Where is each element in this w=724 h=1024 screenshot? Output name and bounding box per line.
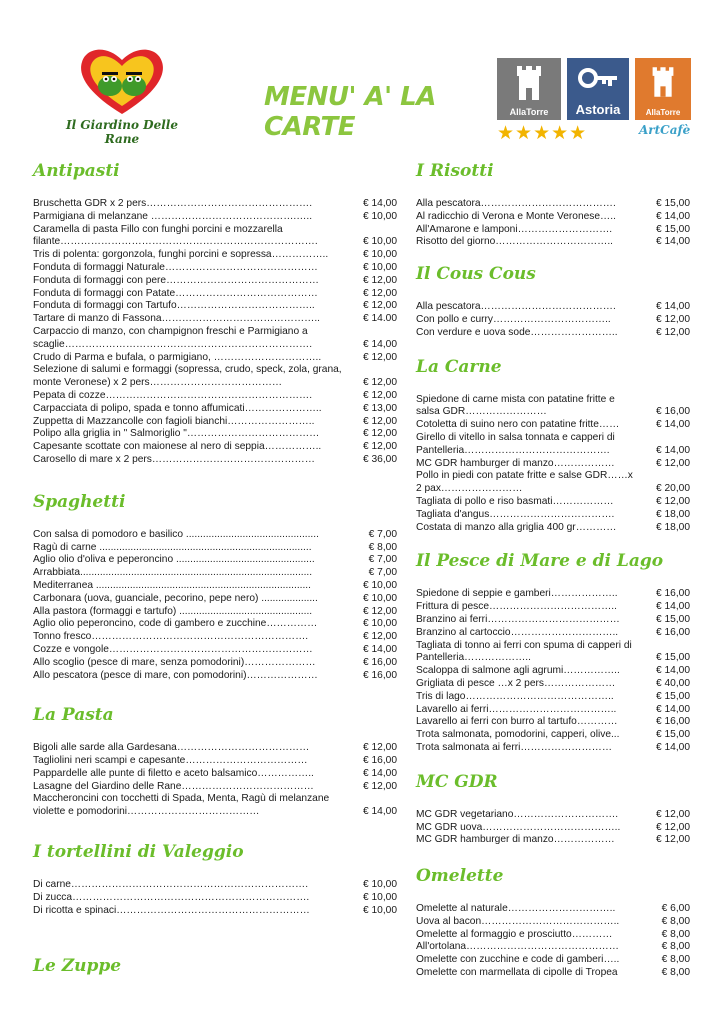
menu-item-description: Carosello di mare x 2 pers…………………………………………	[33, 453, 315, 465]
menu-item-price: € 10,00	[363, 579, 397, 591]
menu-item-price: € 8,00	[368, 541, 397, 553]
menu-item-description: Di zucca…………………………………………………………….	[33, 891, 310, 903]
menu-item-description: MC GDR uova…………………………………..	[416, 821, 621, 833]
menu-section	[33, 160, 397, 467]
menu-item-price: € 10,00	[363, 879, 397, 891]
menu-item-price: € 36,00	[363, 453, 397, 465]
menu-item-price: € 10,00	[363, 236, 397, 248]
menu-item-price: € 10,00	[363, 210, 397, 222]
menu-item-price: € 12,00	[363, 377, 397, 389]
menu-item-price: € 14,00	[363, 198, 397, 209]
menu-item-description: Bruschetta GDR x 2 pers………………………………………….	[33, 198, 313, 209]
menu-item-price: € 12,00	[363, 287, 397, 299]
menu-item-description: Spiedone di seppie e gamberi………………..	[416, 588, 618, 600]
hotel-logo-allatorre	[497, 58, 561, 120]
menu-items-list	[416, 809, 690, 847]
hotel-logo-astoria	[567, 58, 629, 120]
menu-item	[416, 691, 690, 704]
menu-section	[416, 865, 690, 980]
menu-section	[416, 550, 690, 754]
menu-column-right	[416, 160, 690, 980]
menu-item-description: Uova al bacon…………………………………..	[416, 915, 620, 927]
menu-item-price: € 8,00	[661, 954, 690, 966]
menu-item-description: Tagliata di tonno ai ferri con spuma di capperi di Pantelleria………………..	[416, 639, 632, 664]
menu-item-price: € 10,00	[363, 592, 397, 604]
menu-item	[33, 300, 397, 313]
menu-item	[416, 432, 690, 458]
logo-text: Il Giardino Delle Rane	[66, 118, 178, 146]
menu-item	[33, 670, 397, 683]
menu-item-description: Omelette al formaggio e prosciutto…………	[416, 928, 613, 940]
menu-item	[416, 211, 690, 224]
menu-item-description: Fonduta di formaggi con pere………………………………………	[33, 274, 319, 286]
menu-section	[33, 841, 397, 917]
menu-item	[416, 903, 690, 916]
menu-item-price: € 12,00	[363, 441, 397, 453]
menu-item-description: Pepata di cozze…………………………………………………….	[33, 389, 313, 401]
menu-item	[33, 606, 397, 619]
menu-item-price: € 10,00	[363, 261, 397, 273]
menu-item-description: Risotto del giorno……………………………..	[416, 236, 614, 248]
menu-item	[416, 822, 690, 835]
artcafe-label: ArtCafè	[639, 123, 691, 137]
menu-item-price: € 14,00	[363, 643, 397, 655]
menu-item-description: All'ortolana………………………………………	[416, 941, 619, 953]
menu-item-description: Bigoli alle sarde alla Gardesana…………………………………	[33, 742, 310, 754]
menu-section	[416, 356, 690, 535]
menu-item	[416, 916, 690, 929]
menu-item	[33, 768, 397, 781]
menu-item-description: Frittura di pesce………………………………..	[416, 601, 617, 613]
menu-item-description: Mediterranea ............................................................................	[33, 579, 311, 591]
menu-item-price: € 12,00	[656, 326, 690, 338]
menu-items-list	[33, 879, 397, 917]
restaurant-logo	[52, 44, 192, 146]
section-title: Il Cous Cous	[416, 264, 536, 285]
menu-item	[33, 326, 397, 352]
menu-item-price: € 16,00	[363, 669, 397, 681]
menu-item	[33, 644, 397, 657]
menu-item	[33, 364, 397, 390]
section-title: La Pasta	[33, 705, 114, 726]
menu-item	[33, 657, 397, 670]
hotel-name: AllaTorre	[509, 107, 549, 117]
menu-item-price: € 12,00	[363, 415, 397, 427]
tower-icon	[514, 66, 544, 100]
menu-item-price: € 16,00	[363, 656, 397, 668]
section-title: I Risotti	[416, 161, 494, 181]
menu-item-price: € 14,00	[363, 767, 397, 779]
menu-item-description: Al radicchio di Verona e Monte Veronese…..	[416, 210, 616, 222]
key-icon	[578, 66, 618, 90]
menu-section	[33, 955, 397, 977]
menu-item	[33, 224, 397, 250]
menu-item	[33, 793, 397, 819]
menu-item	[33, 441, 397, 454]
menu-item-price: € 15,00	[656, 223, 690, 235]
menu-item-price: € 18,00	[656, 521, 690, 533]
menu-item-description: Alla pescatora………………………………….	[416, 198, 616, 209]
menu-item-price: € 15,00	[656, 729, 690, 741]
menu-item	[33, 542, 397, 555]
menu-item-price: € 14,00	[363, 806, 397, 818]
menu-item-description: Lavarello ai ferri………………………………..	[416, 703, 617, 715]
menu-item-price: € 7,00	[368, 567, 397, 579]
menu-item-description: Omelette con zucchine e code di gamberi…..	[416, 954, 620, 966]
menu-item-price: € 16,00	[656, 716, 690, 728]
menu-item-description: Tagliolini neri scampi e capesante………………………………	[33, 755, 308, 767]
menu-item	[33, 198, 397, 211]
menu-item-price: € 12,00	[363, 605, 397, 617]
menu-item-description: Cozze e vongole……………………………………………………	[33, 643, 313, 655]
menu-item-description: Trota salmonata, pomodorini, capperi, olive...	[416, 729, 620, 741]
menu-items-list	[416, 588, 690, 754]
menu-item-description: Spiedone di carne mista con patatine fritte e salsa GDR……………………	[416, 393, 615, 418]
menu-item	[33, 554, 397, 567]
menu-item	[33, 892, 397, 905]
star-rating: ★★★★★	[497, 123, 588, 144]
menu-item-description: Branzino al cartoccio…………………………..	[416, 626, 619, 638]
menu-item-description: Carbonara (uova, guanciale, pecorino, pepe nero) ....................	[33, 592, 318, 604]
menu-item-price: € 8,00	[661, 915, 690, 927]
menu-item-price: € 15,00	[656, 613, 690, 625]
menu-items-list	[33, 198, 397, 467]
menu-item-description: Ragù di carne ...........................................................................	[33, 541, 312, 553]
menu-item-price: € 14,00	[656, 419, 690, 431]
menu-item-price: € 10,00	[363, 891, 397, 903]
menu-item	[33, 567, 397, 580]
menu-item	[416, 729, 690, 742]
menu-item-price: € 12,00	[656, 457, 690, 469]
menu-item	[416, 198, 690, 211]
menu-item-description: Fonduta di formaggi con Tartufo…………………………………..	[33, 300, 315, 312]
menu-item-price: € 12,00	[363, 300, 397, 312]
menu-item-description: Capesante scottate con maionese al nero di seppia……………..	[33, 441, 322, 453]
menu-item-description: Maccheroncini con tocchetti di Spada, Menta, Ragù di melanzane violette e pomodorini…………………………………	[33, 793, 330, 818]
menu-item	[416, 419, 690, 432]
menu-item-description: Lavarello ai ferri con burro al tartufo…………	[416, 716, 618, 728]
hotel-logos	[497, 58, 693, 144]
menu-item	[416, 327, 690, 340]
menu-item	[416, 509, 690, 522]
menu-item-description: Tris di lago……………………………………..	[416, 690, 614, 702]
menu-item	[416, 470, 690, 496]
menu-item-price: € 16,00	[656, 588, 690, 600]
menu-item-description: Tagliata d'angus……………………………….	[416, 508, 615, 520]
menu-item	[416, 588, 690, 601]
menu-item-description: Grigliata di pesce …x 2 pers…………………	[416, 677, 616, 689]
menu-item-description: Selezione di salumi e formaggi (sopressa, crudo, speck, zola, grana, monte Veronese) x 2 pers…………………………………	[33, 364, 342, 389]
menu-item-price: € 12,00	[363, 780, 397, 792]
menu-item-price: € 14,00	[656, 741, 690, 753]
menu-item	[416, 522, 690, 535]
menu-items-list	[416, 394, 690, 535]
menu-item-price: € 18,00	[656, 508, 690, 520]
menu-item	[416, 627, 690, 640]
menu-item	[33, 249, 397, 262]
menu-item-description: Trota salmonata ai ferri………………………	[416, 741, 613, 753]
menu-item	[33, 288, 397, 301]
section-title: Spaghetti	[33, 491, 126, 512]
tower-icon	[650, 66, 676, 98]
menu-item	[416, 704, 690, 717]
menu-item-price: € 16,00	[363, 755, 397, 767]
menu-item-description: Caramella di pasta Fillo con funghi porcini e mozzarella filante………………………………………………………………….	[33, 223, 318, 248]
menu-item	[33, 428, 397, 441]
menu-item-price: € 15,00	[656, 198, 690, 209]
menu-item	[33, 631, 397, 644]
menu-item	[33, 403, 397, 416]
menu-item	[33, 211, 397, 224]
menu-item-price: € 12,00	[656, 821, 690, 833]
menu-item	[416, 967, 690, 980]
menu-items-list	[416, 903, 690, 980]
menu-item-description: MC GDR hamburger di manzo………………	[416, 834, 615, 846]
menu-section	[33, 704, 397, 819]
menu-item-price: € 14,00	[656, 665, 690, 677]
section-title: MC GDR	[416, 771, 498, 792]
menu-item-description: Scaloppa di salmone agli agrumi……………..	[416, 665, 620, 677]
menu-item-price: € 14,00	[363, 338, 397, 350]
menu-item-price: € 13,00	[363, 402, 397, 414]
section-title: Antipasti	[33, 161, 120, 181]
menu-item-description: Con verdure e uova sode……………………..	[416, 326, 618, 338]
menu-item-description: Carpacciata di polipo, spada e tonno affumicati…………………..	[33, 402, 322, 414]
menu-item-description: Pappardelle alle punte di filetto e aceto balsamico……………..	[33, 767, 314, 779]
menu-item-price: € 14,00	[656, 210, 690, 222]
menu-item-description: Crudo di Parma e bufala, o parmigiano, …………………………..	[33, 351, 322, 363]
menu-item-price: € 12,00	[656, 834, 690, 846]
menu-item	[33, 352, 397, 365]
menu-item-description: Tris di polenta: gorgonzola, funghi porcini e sopressa……………..	[33, 249, 329, 261]
menu-item	[416, 640, 690, 666]
menu-column-left	[33, 160, 397, 977]
menu-item	[416, 314, 690, 327]
menu-items-list	[416, 301, 690, 339]
menu-item-description: Tonno fresco……………………………………………………….	[33, 631, 309, 643]
menu-item-price: € 12,00	[363, 742, 397, 754]
menu-item-description: Tartare di manzo di Fassona………………………………………..	[33, 313, 321, 325]
menu-item-description: Tagliata di pollo e riso basmati………………	[416, 495, 614, 507]
menu-item	[416, 954, 690, 967]
section-title: Omelette	[416, 866, 504, 887]
menu-item	[416, 716, 690, 729]
menu-item	[416, 394, 690, 420]
menu-item-price: € 12,00	[656, 808, 690, 820]
menu-item-price: € 14,00	[656, 601, 690, 613]
section-title: La Carne	[416, 356, 502, 377]
menu-item-price: € 20,00	[656, 483, 690, 495]
menu-item	[33, 755, 397, 768]
menu-item	[33, 580, 397, 593]
menu-item-description: Omelette al naturale…………………………..	[416, 903, 616, 915]
menu-item-description: Branzino ai ferri…………………………………	[416, 613, 620, 625]
menu-item-description: Alla pescatora………………………………….	[416, 301, 616, 313]
menu-item-description: Carpaccio di manzo, con champignon freschi e Parmigiano a scaglie……………………………………………………………….	[33, 325, 313, 350]
menu-item	[33, 529, 397, 542]
menu-item	[416, 834, 690, 847]
menu-item-price: € 15,00	[656, 652, 690, 664]
menu-item	[416, 665, 690, 678]
hotel-logo-allatorre-artcafe	[635, 58, 691, 120]
menu-item-price: € 10,00	[363, 904, 397, 916]
menu-item-price: € 15,00	[656, 690, 690, 702]
menu-item	[416, 742, 690, 755]
menu-item-description: Cotoletta di suino nero con patatine fritte……	[416, 419, 620, 431]
section-title: Il Pesce di Mare e di Lago	[416, 551, 664, 572]
section-title: I tortellini di Valeggio	[33, 842, 244, 863]
hotel-name: Astoria	[575, 102, 621, 117]
menu-item-description: Di carne…………………………………………………………….	[33, 879, 309, 891]
menu-section	[416, 160, 690, 249]
menu-item	[416, 614, 690, 627]
menu-item-description: Fonduta di formaggi Naturale………………………………………	[33, 261, 318, 273]
menu-item-price: € 12,00	[656, 495, 690, 507]
menu-item	[33, 454, 397, 467]
menu-item-price: € 12,00	[363, 274, 397, 286]
menu-item-price: € 8,00	[661, 941, 690, 953]
menu-item	[416, 941, 690, 954]
menu-item-description: Di ricotta e spinaci…………………………………………………	[33, 904, 310, 916]
menu-item-price: € 12,00	[363, 389, 397, 401]
menu-item-price: € 14,00	[656, 444, 690, 456]
menu-item-description: Arrabbiata..................................................................................	[33, 567, 313, 579]
menu-item	[33, 742, 397, 755]
menu-item-price: € 14,00	[656, 301, 690, 313]
menu-item	[416, 224, 690, 237]
menu-item-price: € 12,00	[363, 351, 397, 363]
menu-item-description: Aglio olio peperoncino, code di gambero e zucchine……………	[33, 618, 318, 630]
heart-frog-logo-icon	[76, 44, 168, 116]
menu-item	[33, 262, 397, 275]
page-title: MENU' A' LA CARTE	[264, 82, 436, 142]
header	[0, 0, 724, 150]
menu-item-price: € 6,00	[661, 903, 690, 915]
menu-item-description: MC GDR hamburger di manzo………………	[416, 457, 615, 469]
menu-section	[33, 491, 397, 683]
menu-item-description: Alla pastora (formaggi e tartufo) ...............................................	[33, 605, 313, 617]
menu-item-description: Aglio olio d'oliva e peperoncino .................................................	[33, 554, 315, 566]
menu-item-price: € 8,00	[661, 967, 690, 979]
menu-item-description: Fonduta di formaggi con Patate……………………………………	[33, 287, 318, 299]
menu-item-description: Polipo alla griglia in " Salmoriglio "…………………………………	[33, 428, 320, 440]
menu-item-description: Girello di vitello in salsa tonnata e capperi di Pantelleria…………………………………….	[416, 431, 615, 456]
menu-item	[416, 601, 690, 614]
menu-item-description: Pollo in piedi con patate fritte e salse GDR……x 2 pax……………………	[416, 470, 633, 495]
menu-item-description: All'Amarone e lamponi……………………….	[416, 223, 613, 235]
menu-item-price: € 12,00	[363, 631, 397, 643]
menu-item-description: Allo scoglio (pesce di mare, senza pomodorini)…………………	[33, 656, 316, 668]
menu-item	[416, 929, 690, 942]
menu-item-price: € 16,00	[656, 406, 690, 418]
menu-item-description: Con pollo e curry……………………………..	[416, 313, 611, 325]
menu-item	[416, 678, 690, 691]
menu-item-price: € 12,00	[363, 428, 397, 440]
menu-item-price: € 14,00	[656, 236, 690, 248]
menu-item	[33, 416, 397, 429]
menu-item-description: Zuppetta di Mazzancolle con fagioli bianchi……………………..	[33, 415, 315, 427]
section-title: Le Zuppe	[33, 956, 122, 977]
menu-item-price: € 40,00	[656, 677, 690, 689]
menu-items-list	[416, 198, 690, 249]
menu-items-list	[33, 742, 397, 819]
menu-item	[33, 879, 397, 892]
menu-item-price: € 7,00	[368, 554, 397, 566]
menu-item	[33, 618, 397, 631]
menu-item-description: MC GDR vegetariano………………………….	[416, 808, 619, 820]
menu-item	[416, 458, 690, 471]
menu-item-price: € 16,00	[656, 626, 690, 638]
menu-item	[33, 781, 397, 794]
menu-section	[416, 263, 690, 339]
menu-item	[33, 905, 397, 918]
menu-item-price: € 7,00	[368, 528, 397, 540]
menu-item-description: Parmigiana di melanzane …………………………………….…..	[33, 210, 313, 222]
menu-item	[416, 236, 690, 249]
menu-items-list	[33, 529, 397, 683]
menu-item-description: Omelette con marmellata di cipolle di Tropea	[416, 967, 618, 979]
hotel-name: AllaTorre	[645, 108, 681, 117]
menu-item	[33, 390, 397, 403]
menu-item-description: Allo pescatora (pesce di mare, con pomodorini)…………………	[33, 669, 318, 681]
menu-item-description: Con salsa di pomodoro e basilico ...............................................	[33, 528, 319, 540]
menu-item-price: € 14.00	[363, 313, 397, 325]
menu-item-price: € 10,00	[363, 618, 397, 630]
menu-item-description: Lasagne del Giardino delle Rane…………………………………	[33, 780, 314, 792]
menu-item-price: € 10,00	[363, 249, 397, 261]
menu-item-description: Costata di manzo alla griglia 400 gr…………	[416, 521, 617, 533]
menu-item-price: € 14,00	[656, 703, 690, 715]
menu-item-price: € 12,00	[656, 313, 690, 325]
menu-item	[416, 301, 690, 314]
menu-item	[416, 809, 690, 822]
menu-section	[416, 771, 690, 847]
menu-item	[416, 496, 690, 509]
menu-item	[33, 275, 397, 288]
menu-item-price: € 8,00	[661, 928, 690, 940]
menu-item	[33, 313, 397, 326]
menu-item	[33, 593, 397, 606]
